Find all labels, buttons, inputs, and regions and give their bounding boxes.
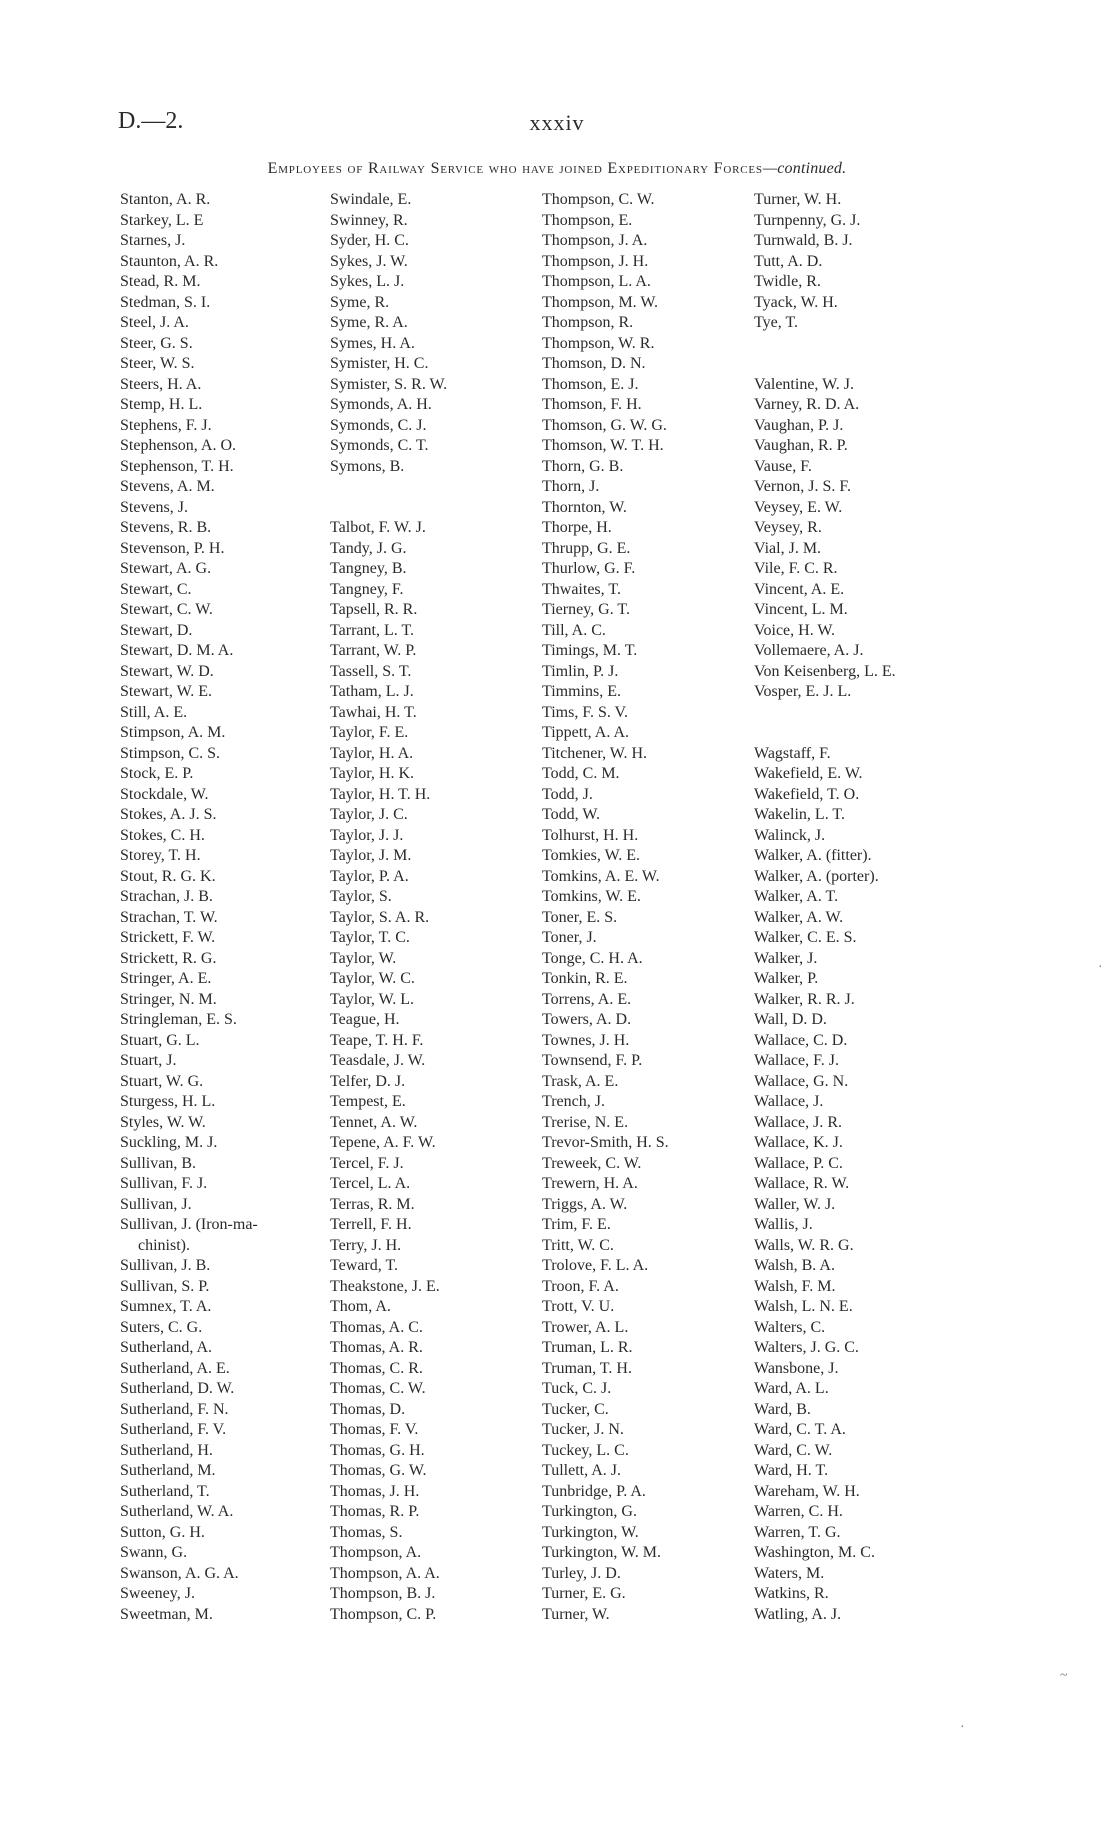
name-entry: Sullivan, F. J. — [120, 1175, 208, 1192]
name-entry: Walsh, L. N. E. — [754, 1298, 853, 1315]
name-entry: Vernon, J. S. F. — [754, 478, 851, 495]
name-entry: Waters, M. — [754, 1564, 825, 1582]
name-entry: Wallace, J. — [754, 1093, 824, 1110]
name-entry: Walker, A. W. — [754, 908, 844, 926]
name-entry: Sullivan, S. P. — [120, 1277, 210, 1295]
name-entry: Tullett, A. J. — [542, 1462, 621, 1479]
name-entry: Thomas, G. H. — [330, 1441, 425, 1459]
name-entry: Tippett, A. A. — [542, 724, 629, 741]
name-entry: Tomkins, A. E. W. — [542, 867, 660, 885]
name-entry: Walker, A. (porter). — [754, 867, 879, 885]
name-entry: Walker, A. T. — [754, 888, 839, 905]
name-entry: Watling, A. J. — [754, 1605, 842, 1623]
name-entry: Triggs, A. W. — [542, 1195, 628, 1213]
name-entry: Sullivan, J. — [120, 1195, 192, 1213]
name-entry: Sullivan, B. — [120, 1154, 197, 1172]
name-entry — [330, 498, 540, 519]
name-entry: Stevens, R. B. — [120, 519, 212, 536]
name-entry: Truman, L. R. — [542, 1339, 633, 1356]
name-entry: Wallace, C. D. — [754, 1031, 848, 1049]
name-entry: Thomas, G. W. — [330, 1462, 427, 1479]
name-entry: Tawhai, H. T. — [330, 703, 417, 721]
name-entry: Tritt, W. C. — [542, 1236, 614, 1254]
name-entry: Vaughan, P. J. — [754, 416, 844, 434]
name-entry: Teape, T. H. F. — [330, 1031, 424, 1049]
name-entry: Sullivan, J. B. — [120, 1257, 211, 1274]
name-entry: Tennet, A. W. — [330, 1113, 418, 1131]
name-entry: Thomas, S. — [330, 1523, 403, 1541]
name-entry: Theakstone, J. E. — [330, 1277, 440, 1295]
name-entry: Tepene, A. F. W. — [330, 1134, 436, 1151]
name-entry: Thompson, R. — [542, 314, 634, 331]
name-entry: Tassell, S. T. — [330, 662, 412, 680]
name-entry: Turkington, W. M. — [542, 1544, 661, 1561]
name-entry: Starkey, L. E — [120, 211, 204, 229]
name-entry: Thorn, J. — [542, 478, 600, 495]
name-entry: Vincent, L. M. — [754, 601, 848, 618]
heading-main: Employees of Railway Service who have joined Expeditionary Forces — [267, 160, 763, 177]
name-entry: Symister, S. R. W. — [330, 375, 448, 393]
name-entry: Stuart, J. — [120, 1052, 177, 1069]
name-entry: Turnpenny, G. J. — [754, 211, 861, 229]
name-entry: Taylor, F. E. — [330, 724, 409, 741]
name-entry: Turner, W. — [542, 1605, 610, 1623]
name-entry: Timmins, E. — [542, 683, 621, 700]
name-entry: Stimpson, C. S. — [120, 744, 221, 762]
name-entry: Stewart, C. — [120, 580, 192, 598]
name-entry: Taylor, W. L. — [330, 990, 415, 1008]
name-entry: Tarrant, L. T. — [330, 621, 415, 639]
name-entry: Tangney, F. — [330, 580, 404, 598]
name-entry: Sutherland, T. — [120, 1482, 210, 1500]
name-entry: Thorn, G. B. — [542, 457, 624, 475]
name-entry: Trench, J. — [542, 1093, 605, 1110]
name-entry: Terry, J. H. — [330, 1236, 402, 1254]
name-entry: Thomas, A. C. — [330, 1318, 423, 1336]
name-entry: Walker, P. — [754, 970, 819, 987]
name-entry: Staunton, A. R. — [120, 252, 219, 270]
name-entry: Varney, R. D. A. — [754, 396, 860, 413]
name-entry — [754, 703, 994, 724]
name-entry: Stemp, H. L. — [120, 396, 203, 413]
name-entry: Thornton, W. — [542, 498, 627, 516]
name-entry: Stokes, C. H. — [120, 826, 205, 844]
name-entry: Vaughan, R. P. — [754, 437, 848, 454]
name-entry — [754, 354, 994, 375]
name-entry: Tuck, C. J. — [542, 1380, 612, 1397]
name-entry: Swindale, E. — [330, 191, 412, 208]
name-entry: Stuart, W. G. — [120, 1072, 204, 1090]
name-entry: Stringleman, E. S. — [120, 1011, 237, 1028]
name-entry: Telfer, D. J. — [330, 1072, 406, 1090]
name-entry: Tomkins, W. E. — [542, 888, 641, 905]
name-entry: Stewart, D. — [120, 621, 193, 639]
name-entry: Trerise, N. E. — [542, 1113, 629, 1131]
name-entry: Tims, F. S. V. — [542, 703, 629, 721]
page-heading — [0, 160, 1114, 178]
name-entry: Tyack, W. H. — [754, 293, 838, 311]
name-column-3 — [542, 190, 752, 1625]
name-entry: Thompson, A. — [330, 1544, 422, 1561]
name-entry: Strachan, T. W. — [120, 908, 218, 926]
name-entry: Todd, J. — [542, 785, 593, 803]
name-entry: Till, A. C. — [542, 621, 606, 639]
page-number: xxxiv — [529, 110, 585, 135]
name-entry: Wagstaff, F. — [754, 744, 831, 762]
name-entry: Vause, F. — [754, 457, 812, 475]
name-entry — [754, 723, 994, 744]
name-entry: Wareham, W. H. — [754, 1482, 860, 1500]
name-entry: Twidle, R. — [754, 273, 821, 290]
name-entry: Tutt, A. D. — [754, 252, 823, 270]
name-entry: Walsh, B. A. — [754, 1257, 835, 1274]
name-entry: Thorpe, H. — [542, 519, 612, 536]
name-entry: Wallace, R. W. — [754, 1175, 850, 1192]
name-entry: Tercel, F. J. — [330, 1154, 404, 1172]
name-entry: Stephenson, A. O. — [120, 437, 236, 454]
name-entry: Thomson, E. J. — [542, 375, 639, 393]
name-entry: Thurlow, G. F. — [542, 560, 636, 577]
name-entry: Thompson, C. W. — [542, 191, 655, 208]
name-entry: Tatham, L. J. — [330, 683, 414, 700]
name-entry: Ward, C. T. A. — [754, 1421, 846, 1438]
name-entry: Terrell, F. H. — [330, 1216, 412, 1233]
name-entry: Sturgess, H. L. — [120, 1093, 216, 1110]
name-entry: Stewart, A. G. — [120, 560, 212, 577]
name-entry: Sutton, G. H. — [120, 1523, 205, 1541]
name-entry: Trim, F. E. — [542, 1216, 611, 1233]
name-entry: Wall, D. D. — [754, 1011, 827, 1028]
name-entry: Taylor, W. — [330, 949, 397, 967]
name-entry: Todd, W. — [542, 806, 600, 823]
name-entry: Teasdale, J. W. — [330, 1052, 426, 1069]
name-entry: Vile, F. C. R. — [754, 560, 838, 577]
name-entry: Tonkin, R. E. — [542, 970, 628, 987]
name-entry: Thomas, R. P. — [330, 1503, 420, 1520]
name-entry: Thomson, G. W. G. — [542, 416, 667, 434]
name-entry: Thompson, J. H. — [542, 252, 649, 270]
name-entry: Watkins, R. — [754, 1585, 829, 1602]
name-entry: Toner, E. S. — [542, 908, 618, 926]
name-entry: Stuart, G. L. — [120, 1031, 200, 1049]
name-entry: Waller, W. J. — [754, 1195, 836, 1213]
name-entry: Strachan, J. B. — [120, 888, 213, 905]
name-entry: Toner, J. — [542, 929, 597, 946]
name-entry: Tercel, L. A. — [330, 1175, 411, 1192]
name-entry: Veysey, E. W. — [754, 498, 843, 516]
name-entry: Trevor-Smith, H. S. — [542, 1134, 669, 1151]
name-entry: Stockdale, W. — [120, 785, 209, 803]
name-entry: Sumnex, T. A. — [120, 1298, 212, 1315]
name-entry: Taylor, P. A. — [330, 867, 409, 885]
name-entry: Thomas, C. R. — [330, 1359, 423, 1377]
stray-mark: ~ — [1060, 1668, 1068, 1683]
name-entry: Tonge, C. H. A. — [542, 949, 643, 967]
name-entry: Tolhurst, H. H. — [542, 826, 639, 844]
name-entry: Thompson, A. A. — [330, 1564, 440, 1582]
name-entry: Stevenson, P. H. — [120, 539, 225, 557]
name-entry: Stevens, J. — [120, 498, 188, 516]
name-entry: Thomas, J. H. — [330, 1482, 420, 1500]
name-entry: Steer, W. S. — [120, 355, 195, 372]
name-entry: Sweeney, J. — [120, 1585, 195, 1602]
name-entry: Thompson, L. A. — [542, 273, 651, 290]
name-entry — [754, 334, 994, 355]
name-entry: Wallace, P. C. — [754, 1154, 843, 1172]
name-entry: Townsend, F. P. — [542, 1052, 643, 1069]
name-entry: Wallace, F. J. — [754, 1052, 839, 1069]
name-entry: Taylor, T. C. — [330, 929, 410, 946]
name-entry: Strickett, F. W. — [120, 929, 216, 946]
name-entry: Voice, H. W. — [754, 621, 836, 639]
name-entry: Trower, A. L. — [542, 1318, 629, 1336]
name-entry: Thom, A. — [330, 1298, 391, 1315]
name-column-4 — [754, 190, 994, 1625]
name-entry: Thompson, W. R. — [542, 334, 655, 352]
name-entry: Turley, J. D. — [542, 1564, 621, 1582]
name-entry: Stewart, D. M. A. — [120, 642, 234, 659]
name-entry: Sykes, J. W. — [330, 252, 408, 270]
name-entry: Taylor, J. M. — [330, 847, 412, 864]
name-entry: Taylor, W. C. — [330, 970, 415, 987]
name-entry: Syme, R. A. — [330, 314, 408, 331]
name-entry: Taylor, S. — [330, 888, 392, 905]
name-entry: Tierney, G. T. — [542, 601, 630, 618]
name-entry: Treweek, C. W. — [542, 1154, 642, 1172]
name-entry: Trolove, F. L. A. — [542, 1257, 649, 1274]
name-entry: Thomas, F. V. — [330, 1421, 419, 1438]
name-entry: Vosper, E. J. L. — [754, 683, 852, 700]
name-entry: Swinney, R. — [330, 211, 408, 229]
name-entry: Timings, M. T. — [542, 642, 638, 659]
name-entry: Stout, R. G. K. — [120, 867, 216, 885]
name-entry: Walters, C. — [754, 1318, 826, 1336]
name-entry: chinist). — [138, 1236, 190, 1254]
name-entry: Taylor, H. K. — [330, 765, 414, 782]
name-entry: Walker, R. R. J. — [754, 990, 855, 1008]
name-entry: Walker, C. E. S. — [754, 929, 857, 946]
name-entry: Wallace, K. J. — [754, 1134, 843, 1151]
name-entry: Sutherland, A. — [120, 1339, 212, 1356]
name-entry: Syder, H. C. — [330, 232, 409, 249]
name-entry: Suckling, M. J. — [120, 1134, 218, 1151]
name-entry: Tye, T. — [754, 314, 799, 331]
name-entry: Sutherland, W. A. — [120, 1503, 234, 1520]
name-entry — [330, 477, 540, 498]
name-entry: Thomson, W. T. H. — [542, 437, 664, 454]
name-entry: Stimpson, A. M. — [120, 724, 226, 741]
name-entry: Symonds, C. J. — [330, 416, 427, 434]
name-entry: Thompson, M. W. — [542, 293, 659, 311]
name-entry: Symister, H. C. — [330, 355, 429, 372]
stray-mark: · — [960, 1720, 965, 1735]
name-entry: Terras, R. M. — [330, 1195, 415, 1213]
name-entry: Tapsell, R. R. — [330, 601, 418, 618]
name-entry: Ward, H. T. — [754, 1462, 829, 1479]
name-entry: Swanson, A. G. A. — [120, 1564, 239, 1582]
name-entry: Sutherland, D. W. — [120, 1380, 235, 1397]
name-entry: Steers, H. A. — [120, 375, 202, 393]
name-entry: Starnes, J. — [120, 232, 186, 249]
name-entry: Vial, J. M. — [754, 539, 822, 557]
name-entry: Trott, V. U. — [542, 1298, 615, 1315]
name-entry: Stewart, W. D. — [120, 662, 214, 680]
name-entry: Stedman, S. I. — [120, 293, 211, 311]
page-reference: D.—2. — [118, 108, 184, 134]
name-entry: Valentine, W. J. — [754, 375, 854, 393]
name-entry: Vincent, A. E. — [754, 580, 845, 598]
name-entry: Thomson, F. H. — [542, 396, 642, 413]
name-entry: Turner, W. H. — [754, 191, 842, 208]
name-entry: Stephens, F. J. — [120, 416, 212, 434]
name-entry: Stokes, A. J. S. — [120, 806, 217, 823]
name-entry: Tempest, E. — [330, 1093, 406, 1110]
name-entry: Stephenson, T. H. — [120, 457, 234, 475]
name-entry: Thompson, C. P. — [330, 1605, 437, 1623]
name-entry: Ward, A. L. — [754, 1380, 829, 1397]
name-entry: Sutherland, A. E. — [120, 1359, 230, 1377]
name-entry: Warren, T. G. — [754, 1523, 841, 1541]
name-entry: Washington, M. C. — [754, 1544, 875, 1561]
name-entry: Symonds, A. H. — [330, 396, 432, 413]
name-entry: Thrupp, G. E. — [542, 539, 631, 557]
name-entry: Thomas, C. W. — [330, 1380, 426, 1397]
name-entry: Sutherland, F. N. — [120, 1400, 229, 1418]
name-entry: Wallace, J. R. — [754, 1113, 843, 1131]
name-entry: Steer, G. S. — [120, 334, 193, 352]
name-column-1 — [120, 190, 320, 1625]
name-entry: Walsh, F. M. — [754, 1277, 836, 1295]
name-entry: Steel, J. A. — [120, 314, 189, 331]
name-entry: Wallis, J. — [754, 1216, 813, 1233]
name-entry: Troon, F. A. — [542, 1277, 619, 1295]
name-entry: Thomas, A. R. — [330, 1339, 423, 1356]
name-entry: Turkington, W. — [542, 1523, 639, 1541]
name-entry: Timlin, P. J. — [542, 662, 619, 680]
name-entry: Townes, J. H. — [542, 1031, 630, 1049]
name-entry: Symes, H. A. — [330, 334, 415, 352]
name-entry: Thompson, B. J. — [330, 1585, 436, 1602]
name-entry: Walker, A. (fitter). — [754, 847, 872, 864]
name-entry: Teward, T. — [330, 1257, 399, 1274]
name-entry: Walls, W. R. G. — [754, 1236, 854, 1254]
name-entry: Talbot, F. W. J. — [330, 519, 426, 536]
name-entry: Sutherland, M. — [120, 1462, 216, 1479]
name-entry: Ward, C. W. — [754, 1441, 833, 1459]
name-entry: Swann, G. — [120, 1544, 188, 1561]
name-entry: Tucker, C. — [542, 1400, 609, 1418]
name-entry: Symons, B. — [330, 457, 405, 475]
name-entry: Tangney, B. — [330, 560, 407, 577]
name-entry: Still, A. E. — [120, 703, 188, 721]
name-entry: Walinck, J. — [754, 826, 826, 844]
name-entry: Thompson, J. A. — [542, 232, 648, 249]
name-entry: Teague, H. — [330, 1011, 400, 1028]
name-entry: Veysey, R. — [754, 519, 822, 536]
name-entry: Tunbridge, P. A. — [542, 1482, 646, 1500]
name-entry: Walker, J. — [754, 949, 818, 967]
name-entry: Tandy, J. G. — [330, 539, 407, 557]
name-entry: Sykes, L. J. — [330, 273, 405, 290]
name-entry: Sutherland, F. V. — [120, 1421, 227, 1438]
name-entry: Wakelin, L. T. — [754, 806, 845, 823]
name-entry: Trewern, H. A. — [542, 1175, 638, 1192]
name-entry: Sutherland, H. — [120, 1441, 213, 1459]
name-entry: Thwaites, T. — [542, 580, 621, 598]
name-entry: Tarrant, W. P. — [330, 642, 417, 659]
name-entry: Turnwald, B. J. — [754, 232, 853, 249]
name-entry: Stringer, A. E. — [120, 970, 212, 987]
name-entry: Stock, E. P. — [120, 765, 194, 782]
name-entry: Truman, T. H. — [542, 1359, 632, 1377]
name-entry: Von Keisenberg, L. E. — [754, 662, 896, 680]
name-entry: Sweetman, M. — [120, 1605, 213, 1623]
name-entry: Suters, C. G. — [120, 1318, 203, 1336]
name-entry: Taylor, H. T. H. — [330, 785, 431, 803]
name-entry: Thomas, D. — [330, 1400, 406, 1418]
name-entry: Symonds, C. T. — [330, 437, 429, 454]
name-entry: Thomson, D. N. — [542, 355, 646, 372]
name-entry: Strickett, R. G. — [120, 949, 217, 967]
name-entry: Wakefield, E. W. — [754, 765, 863, 782]
name-entry: Taylor, J. C. — [330, 806, 408, 823]
name-entry: Tuckey, L. C. — [542, 1441, 629, 1459]
name-entry: Tucker, J. N. — [542, 1421, 624, 1438]
heading-continued: —continued. — [762, 160, 847, 177]
name-entry: Stanton, A. R. — [120, 191, 211, 208]
name-entry: Taylor, J. J. — [330, 826, 404, 844]
name-entry: Stringer, N. M. — [120, 990, 217, 1008]
name-entry: Thompson, E. — [542, 211, 633, 229]
name-entry: Turkington, G. — [542, 1503, 637, 1520]
name-entry: Wansbone, J. — [754, 1359, 839, 1377]
name-entry: Warren, C. H. — [754, 1503, 843, 1520]
name-entry: Stead, R. M. — [120, 273, 201, 290]
name-entry: Storey, T. H. — [120, 847, 201, 864]
name-column-2 — [330, 190, 540, 1625]
stray-mark: · — [1098, 960, 1103, 975]
name-entry: Stevens, A. M. — [120, 478, 215, 495]
name-entry: Ward, B. — [754, 1400, 811, 1418]
name-entry: Todd, C. M. — [542, 765, 620, 782]
name-entry: Tomkies, W. E. — [542, 847, 640, 864]
name-entry: Wallace, G. N. — [754, 1072, 849, 1090]
name-entry: Trask, A. E. — [542, 1072, 619, 1090]
name-entry: Stewart, C. W. — [120, 601, 213, 618]
name-entry: Torrens, A. E. — [542, 990, 632, 1008]
name-entry: Walters, J. G. C. — [754, 1339, 859, 1356]
name-entry: Styles, W. W. — [120, 1113, 206, 1131]
name-entry: Vollemaere, A. J. — [754, 642, 864, 659]
name-entry: Taylor, S. A. R. — [330, 908, 430, 926]
name-entry: Stewart, W. E. — [120, 683, 212, 700]
name-entry: Taylor, H. A. — [330, 744, 414, 762]
name-entry: Syme, R. — [330, 293, 390, 311]
name-entry: Sullivan, J. (Iron-ma- — [120, 1216, 258, 1233]
name-entry: Turner, E. G. — [542, 1585, 626, 1602]
name-entry: Towers, A. D. — [542, 1011, 632, 1028]
name-entry: Wakefield, T. O. — [754, 785, 860, 803]
name-entry: Titchener, W. H. — [542, 744, 647, 762]
